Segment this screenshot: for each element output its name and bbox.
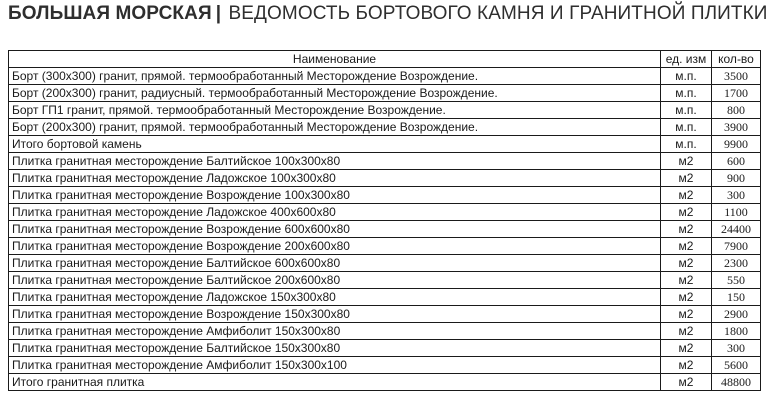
- table-row: [9, 255, 761, 272]
- cell-qty: 5600: [712, 357, 761, 374]
- cell-qty: 3500: [712, 68, 761, 85]
- title-project: БОЛЬШАЯ МОРСКАЯ: [8, 3, 212, 24]
- cell-name: Плитка гранитная месторождение Возрождение 600х600х80: [9, 221, 661, 238]
- table-row: [9, 221, 761, 238]
- cell-unit: м2: [661, 221, 712, 238]
- cell-name: Плитка гранитная месторождение Ладожское 100х300х80: [9, 170, 661, 187]
- cell-qty: 3900: [712, 119, 761, 136]
- cell-name: Плитка гранитная месторождение Амфиболит 150х300х100: [9, 357, 661, 374]
- cell-qty: 300: [712, 340, 761, 357]
- cell-name: Плитка гранитная месторождение Возрождение 200х600х80: [9, 238, 661, 255]
- title-subject: ВЕДОМОСТЬ БОРТОВОГО КАМНЯ И ГРАНИТНОЙ ПЛИТКИ: [228, 3, 768, 24]
- cell-unit: м2: [661, 374, 712, 391]
- table-row: [9, 289, 761, 306]
- cell-qty: 550: [712, 272, 761, 289]
- cell-unit: м2: [661, 289, 712, 306]
- cell-unit: м2: [661, 187, 712, 204]
- cell-qty: 1100: [712, 204, 761, 221]
- table-row: [9, 85, 761, 102]
- cell-unit: м.п.: [661, 136, 712, 153]
- cell-name: Плитка гранитная месторождение Ладожское 400х600х80: [9, 204, 661, 221]
- table-row: [9, 204, 761, 221]
- cell-name: Борт (200х300) гранит, радиусный. термообработанный Месторождение Возрождение.: [9, 85, 661, 102]
- table-row: [9, 357, 761, 374]
- table-row: [9, 102, 761, 119]
- table-row: [9, 306, 761, 323]
- cell-name: Плитка гранитная месторождение Балтийское 600х600х80: [9, 255, 661, 272]
- cell-name: Плитка гранитная месторождение Ладожское 150х300х80: [9, 289, 661, 306]
- header-qty: кол-во: [712, 51, 761, 68]
- cell-name: Итого бортовой камень: [9, 136, 661, 153]
- cell-unit: м.п.: [661, 68, 712, 85]
- cell-unit: м2: [661, 272, 712, 289]
- cell-unit: м2: [661, 340, 712, 357]
- table-row: [9, 153, 761, 170]
- cell-qty: 2900: [712, 306, 761, 323]
- cell-unit: м.п.: [661, 85, 712, 102]
- cell-qty: 48800: [712, 374, 761, 391]
- cell-name: Итого гранитная плитка: [9, 374, 661, 391]
- cell-name: Борт ГП1 гранит, прямой. термообработанный Месторождение Возрождение.: [9, 102, 661, 119]
- table-row: [9, 374, 761, 391]
- materials-table: [8, 50, 761, 391]
- cell-unit: м2: [661, 357, 712, 374]
- cell-name: Плитка гранитная месторождение Возрождение 150х300х80: [9, 306, 661, 323]
- cell-unit: м2: [661, 153, 712, 170]
- cell-qty: 300: [712, 187, 761, 204]
- table-row: [9, 68, 761, 85]
- cell-qty: 1800: [712, 323, 761, 340]
- cell-unit: м.п.: [661, 102, 712, 119]
- cell-unit: м2: [661, 255, 712, 272]
- cell-qty: 600: [712, 153, 761, 170]
- cell-qty: 24400: [712, 221, 761, 238]
- table-row: [9, 136, 761, 153]
- cell-qty: 900: [712, 170, 761, 187]
- cell-qty: 7900: [712, 238, 761, 255]
- title-separator: |: [215, 3, 222, 24]
- table-row: [9, 340, 761, 357]
- cell-qty: 1700: [712, 85, 761, 102]
- cell-unit: м2: [661, 306, 712, 323]
- header-unit: ед. изм: [661, 51, 712, 68]
- table-row: [9, 170, 761, 187]
- cell-unit: м2: [661, 204, 712, 221]
- cell-name: Плитка гранитная месторождение Возрождение 100х300х80: [9, 187, 661, 204]
- cell-qty: 150: [712, 289, 761, 306]
- cell-qty: 800: [712, 102, 761, 119]
- cell-unit: м2: [661, 238, 712, 255]
- cell-name: Плитка гранитная месторождение Амфиболит 150х300х80: [9, 323, 661, 340]
- table-row: [9, 272, 761, 289]
- cell-name: Борт (200х300) гранит, прямой. термообработанный Месторождение Возрождение.: [9, 119, 661, 136]
- header-name: Наименование: [9, 51, 661, 68]
- cell-name: Плитка гранитная месторождение Балтийское 150х300х80: [9, 340, 661, 357]
- table-header-row: [9, 51, 761, 68]
- cell-unit: м2: [661, 170, 712, 187]
- table-row: [9, 323, 761, 340]
- table-row: [9, 119, 761, 136]
- cell-unit: м2: [661, 323, 712, 340]
- cell-qty: 2300: [712, 255, 761, 272]
- cell-name: Плитка гранитная месторождение Балтийское 100х300х80: [9, 153, 661, 170]
- table-row: [9, 238, 761, 255]
- table-row: [9, 187, 761, 204]
- cell-name: Борт (300х300) гранит, прямой. термообработанный Месторождение Возрождение.: [9, 68, 661, 85]
- cell-unit: м.п.: [661, 119, 712, 136]
- page-title: [8, 3, 768, 25]
- cell-qty: 9900: [712, 136, 761, 153]
- cell-name: Плитка гранитная месторождение Балтийское 200х600х80: [9, 272, 661, 289]
